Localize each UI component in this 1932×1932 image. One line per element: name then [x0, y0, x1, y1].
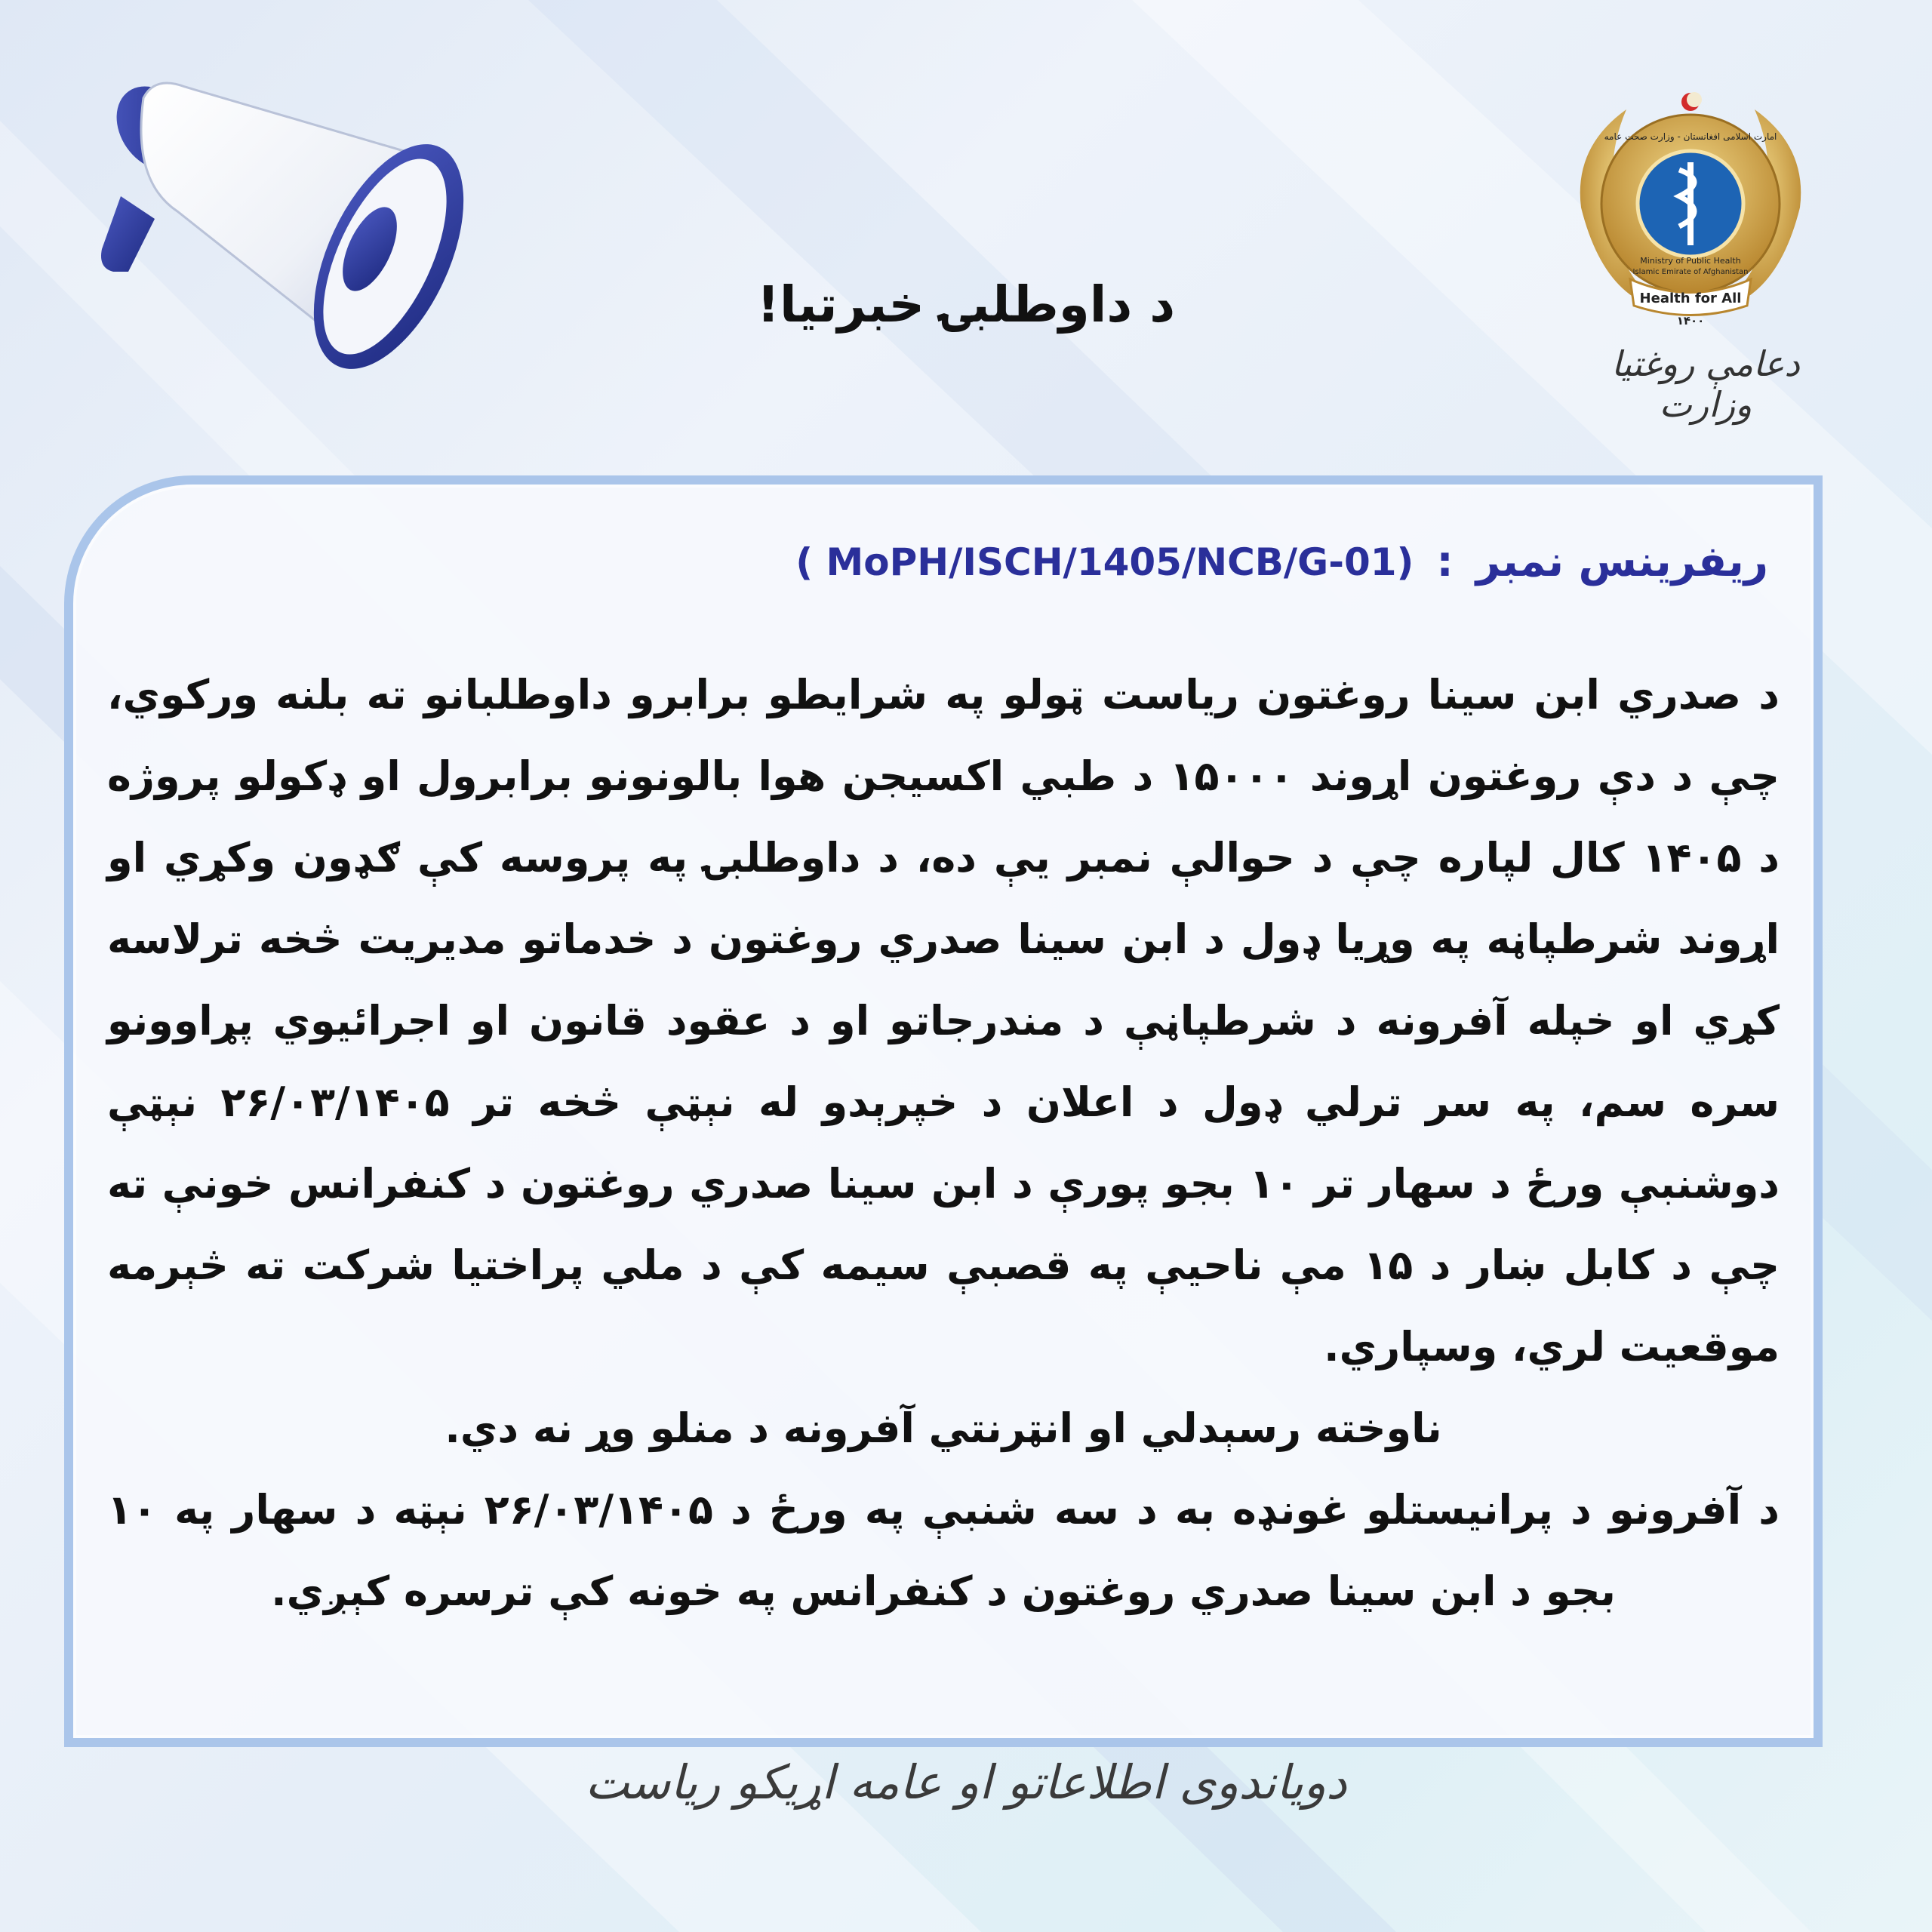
footer-signature: دویاندوی اطلاعاتو او عامه اړیکو ریاست: [585, 1755, 1347, 1810]
body-paragraph-1: د صدري ابن سینا روغتون ریاست ټولو په شرایطو برابرو داوطلبانو ته بلنه ورکوي، چې د دې روغتون اړوند ۱۵۰۰۰ د طبي اکسیجن هوا بالونونو برابرول او ډکولو پروژه د ۱۴۰۵ کال لپاره چې د حوالې نمبر یې ده، د داوطلبۍ په پروسه کې ګډون وکړي او اړوند شرطپاڼه په وړیا ډول د ابن سینا صدري روغتون د خدماتو مدیریت څخه ترلاسه کړي او خپله آفرونه د شرطپاڼې د مندرجاتو او د عقود قانون او اجرائیوي پړاوونو سره سم، په سر ترلي ډول د اعلان د خپرېدو له نېټې څخه تر ۲۶/۰۳/۱۴۰۵ نېټې دوشنبې ورځ د سهار تر ۱۰ بجو پورې د ابن سینا صدري روغتون د کنفرانس خونې ته چې د کابل ښار د ۱۵ مې ناحیې په قصبې سیمه کې د ملي پراختیا شرکت ته څېرمه موقعیت لري، وسپاري.: [107, 671, 1780, 1371]
reference-line: [118, 537, 1768, 586]
announcement-panel: [64, 475, 1823, 1747]
body-paragraph-3: د آفرونو د پرانیستلو غونډه به د سه شنبې په ورځ د ۲۶/۰۳/۱۴۰۵ نېټه د سهار په ۱۰ بجو د ابن سینا صدري روغتون د کنفرانس په خونه کې ترسره کېږي.: [107, 1486, 1780, 1615]
reference-number: ( MoPH/ISCH/1405/NCB/G-01): [795, 540, 1414, 584]
announcement-body: [107, 654, 1780, 1632]
page-title: د داوطلبۍ خبرتیا!: [756, 275, 1176, 334]
emblem-motto: Health for All: [1639, 291, 1742, 306]
emblem-en-text-2: Islamic Emirate of Afghanistan: [1632, 268, 1749, 276]
megaphone-icon: [72, 45, 479, 400]
emblem-year: ۱۴۰۰: [1676, 314, 1705, 328]
body-paragraph-2: ناوخته رسېدلي او انټرنتي آفرونه د منلو وړ نه دي.: [445, 1404, 1442, 1452]
emblem-en-text-1: Ministry of Public Health: [1640, 256, 1741, 266]
ministry-emblem-icon: [1558, 79, 1823, 343]
emblem-top-text: امارت اسلامی افغانستان - وزارت صحت عامه: [1604, 131, 1777, 142]
reference-label: ریفرینس نمبر: [1475, 537, 1768, 586]
ministry-signature: دعامې روغتیا وزارت: [1611, 343, 1800, 425]
reference-colon: :: [1436, 537, 1454, 586]
